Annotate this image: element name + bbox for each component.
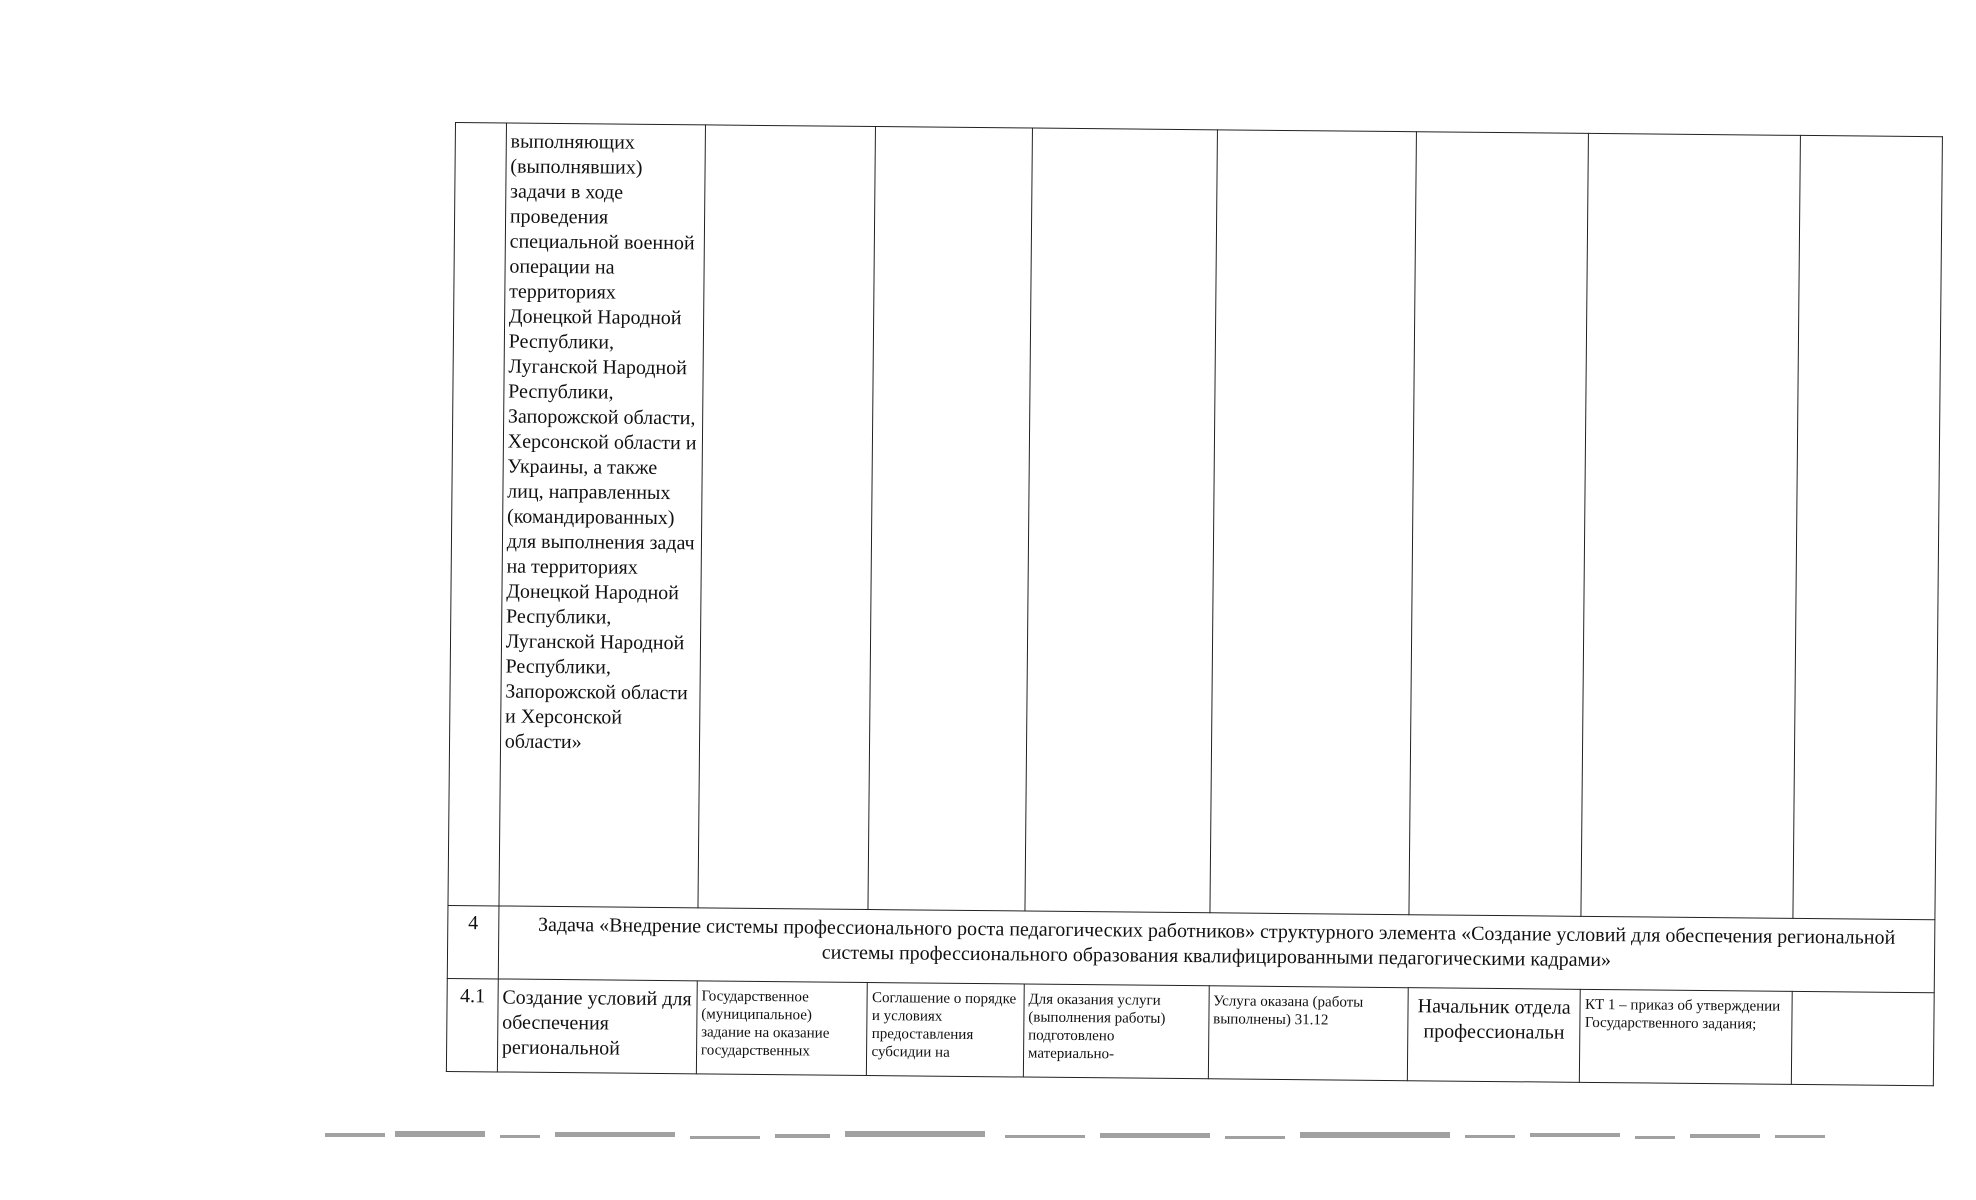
row-purpose: Для оказания услуги (выполнения работы) подготовлено материально- [1023,984,1209,1079]
plan-table [446,122,1943,1086]
scan-artifact-strip [325,1125,1845,1147]
cell-empty [698,125,876,910]
row-last [1791,991,1934,1085]
row-number: 4.1 [446,978,498,1071]
cell-number-empty [448,123,506,906]
cell-empty [1210,130,1417,915]
cell-empty [1793,135,1943,919]
table-row-continued [448,123,1942,920]
row-agreement: Соглашение о порядке и условиях предоставления субсидии на [867,983,1024,1077]
row-result: Услуга оказана (работы выполнены) 31.12 [1208,986,1408,1081]
cell-empty [868,127,1032,911]
cell-empty [1581,133,1800,918]
row-responsible: Начальник отдела профессиональн [1407,988,1581,1083]
row-doc-type: Государственное (муниципальное) задание на оказание государственных [696,981,868,1076]
cell-empty [1409,132,1589,917]
row-control-point: КТ 1 – приказ об утверждении Государственного задания; [1580,989,1792,1084]
table-row-4-1 [446,978,1934,1085]
task-number: 4 [447,905,498,978]
task-title: Задача «Внедрение системы профессионального роста педагогических работников» структурного элемента «Создание условий для обеспечения региональной системы профессионального образования квалифицированными педагогическими кадрами» [498,906,1935,993]
row-name: Создание условий для обеспечения региональной [497,979,697,1074]
cell-empty [1025,128,1217,913]
cell-continued-text: выполняющих (выполнявших) задачи в ходе проведения специальной военной операции на территориях Донецкой Народной Республики, Луганской Народной Республики, Запорожской области, Херсонской области и Украины, а также лиц, направленных (командированных) для выполнения задач на территориях Донецкой Народной Республики, Луганской Народной Республики, Запорожской области и Херсонской области» [499,123,706,908]
